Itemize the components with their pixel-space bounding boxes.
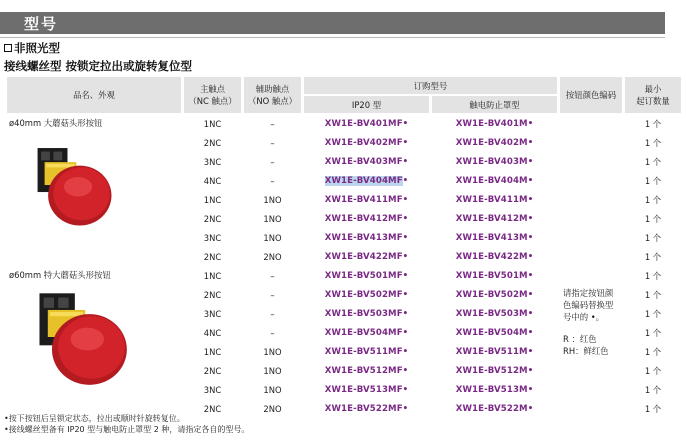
header-divider xyxy=(0,37,665,38)
footer-note-2: •接线螺丝型备有 IP20 型与触电防止罩型 2 种，请指定各自的型号。 xyxy=(4,425,250,434)
header-ip20: IP20 型 xyxy=(304,96,429,113)
red-jumbo-mushroom-head-button-icon xyxy=(27,285,131,389)
ip20-part-number: XW1E-BV513MF• xyxy=(304,381,429,398)
product-group-1 xyxy=(7,267,181,417)
main-contact-cell: 3NC xyxy=(184,153,241,170)
finger-safe-part-number: XW1E-BV504M• xyxy=(432,324,557,341)
finger-safe-part-number: XW1E-BV412M• xyxy=(432,210,557,227)
header-min-qty: 最小 起订数量 xyxy=(625,77,681,113)
finger-safe-part-number: XW1E-BV413M• xyxy=(432,229,557,246)
main-contact-cell: 2NC xyxy=(184,286,241,303)
finger-safe-part-number: XW1E-BV411M• xyxy=(432,191,557,208)
product-image xyxy=(27,285,119,377)
aux-contact-cell: 1NO xyxy=(244,210,301,227)
min-qty-cell: 1 个 xyxy=(625,286,681,303)
ip20-part-number: XW1E-BV504MF• xyxy=(304,324,429,341)
ip20-part-number: XW1E-BV503MF• xyxy=(304,305,429,322)
ip20-part-number: XW1E-BV403MF• xyxy=(304,153,429,170)
min-qty-cell: 1 个 xyxy=(625,324,681,341)
aux-contact-cell: 2NO xyxy=(244,400,301,417)
min-qty-cell: 1 个 xyxy=(625,305,681,322)
ip20-part-number: XW1E-BV411MF• xyxy=(304,191,429,208)
product-group-0 xyxy=(7,115,181,265)
finger-safe-part-number: XW1E-BV522M• xyxy=(432,400,557,417)
footer-notes xyxy=(4,413,249,435)
aux-contact-cell: 1NO xyxy=(244,362,301,379)
aux-contact-cell: 2NO xyxy=(244,248,301,265)
aux-contact-cell: – xyxy=(244,115,301,132)
min-qty-cell: 1 个 xyxy=(625,134,681,151)
product-image xyxy=(27,141,119,233)
product-group-name: ø40mm 大蘑菇头形按钮 xyxy=(9,118,103,128)
type-label: 非照光型 xyxy=(14,41,60,55)
ip20-part-number: XW1E-BV522MF• xyxy=(304,400,429,417)
ip20-part-number: XW1E-BV413MF• xyxy=(304,229,429,246)
color-code-note: 请指定按钮颜 色编码替换型 号中的 •。 R ：红色 RH：鲜红色 xyxy=(560,115,622,417)
ip20-part-number: XW1E-BV511MF• xyxy=(304,343,429,360)
aux-contact-cell: 1NO xyxy=(244,191,301,208)
footer-note-1: •按下按钮后呈锁定状态，拉出或顺时针旋转复位。 xyxy=(4,414,185,423)
aux-contact-cell: – xyxy=(244,134,301,151)
header-color-code: 按钮颜色编码 xyxy=(560,77,622,113)
aux-contact-cell: – xyxy=(244,267,301,284)
main-contact-cell: 1NC xyxy=(184,115,241,132)
finger-safe-part-number: XW1E-BV513M• xyxy=(432,381,557,398)
min-qty-cell: 1 个 xyxy=(625,115,681,132)
main-contact-cell: 1NC xyxy=(184,343,241,360)
main-contact-cell: 2NC xyxy=(184,134,241,151)
finger-safe-part-number: XW1E-BV402M• xyxy=(432,134,557,151)
min-qty-cell: 1 个 xyxy=(625,400,681,417)
main-contact-cell: 3NC xyxy=(184,381,241,398)
min-qty-cell: 1 个 xyxy=(625,248,681,265)
min-qty-cell: 1 个 xyxy=(625,267,681,284)
aux-contact-cell: – xyxy=(244,153,301,170)
ip20-part-number: XW1E-BV422MF• xyxy=(304,248,429,265)
min-qty-cell: 1 个 xyxy=(625,381,681,398)
table-row xyxy=(7,115,681,132)
finger-safe-part-number: XW1E-BV503M• xyxy=(432,305,557,322)
aux-contact-cell: 1NO xyxy=(244,229,301,246)
main-contact-cell: 3NC xyxy=(184,229,241,246)
ip20-part-number: XW1E-BV512MF• xyxy=(304,362,429,379)
main-contact-cell: 3NC xyxy=(184,305,241,322)
main-contact-cell: 1NC xyxy=(184,191,241,208)
main-contact-cell: 2NC xyxy=(184,210,241,227)
ip20-part-number: XW1E-BV501MF• xyxy=(304,267,429,284)
aux-contact-cell: – xyxy=(244,172,301,189)
ip20-part-number: XW1E-BV502MF• xyxy=(304,286,429,303)
header-finger-safe: 触电防止罩型 xyxy=(432,96,557,113)
finger-safe-part-number: XW1E-BV502M• xyxy=(432,286,557,303)
ip20-part-number: XW1E-BV412MF• xyxy=(304,210,429,227)
main-contact-cell: 4NC xyxy=(184,172,241,189)
min-qty-cell: 1 个 xyxy=(625,191,681,208)
min-qty-cell: 1 个 xyxy=(625,210,681,227)
header-order-no: 订购型号 xyxy=(304,77,557,94)
min-qty-cell: 1 个 xyxy=(625,172,681,189)
checkbox-square-icon xyxy=(4,44,12,52)
red-mushroom-head-button-icon xyxy=(27,141,115,229)
product-group-name: ø60mm 特大蘑菇头形按钮 xyxy=(9,270,111,280)
aux-contact-cell: – xyxy=(244,286,301,303)
header-aux-contact: 辅助触点 （NO 触点） xyxy=(244,77,301,113)
main-contact-cell: 4NC xyxy=(184,324,241,341)
aux-contact-cell: 1NO xyxy=(244,381,301,398)
section-header-bar xyxy=(0,12,665,34)
section-title: 型号 xyxy=(24,15,59,33)
aux-contact-cell: 1NO xyxy=(244,343,301,360)
aux-contact-cell: – xyxy=(244,324,301,341)
finger-safe-part-number: XW1E-BV401M• xyxy=(432,115,557,132)
min-qty-cell: 1 个 xyxy=(625,362,681,379)
ip20-part-number: XW1E-BV401MF• xyxy=(304,115,429,132)
header-main-contact: 主触点 （NC 触点） xyxy=(184,77,241,113)
subtitle: 接线螺丝型 按锁定拉出或旋转复位型 xyxy=(4,59,193,73)
aux-contact-cell: – xyxy=(244,305,301,322)
min-qty-cell: 1 个 xyxy=(625,153,681,170)
min-qty-cell: 1 个 xyxy=(625,343,681,360)
model-table xyxy=(4,75,684,419)
main-contact-cell: 1NC xyxy=(184,267,241,284)
main-contact-cell: 2NC xyxy=(184,400,241,417)
ip20-part-number: XW1E-BV404MF• xyxy=(304,172,429,189)
type-heading xyxy=(4,40,60,56)
finger-safe-part-number: XW1E-BV511M• xyxy=(432,343,557,360)
finger-safe-part-number: XW1E-BV512M• xyxy=(432,362,557,379)
header-name: 品名、外观 xyxy=(7,77,181,113)
finger-safe-part-number: XW1E-BV501M• xyxy=(432,267,557,284)
min-qty-cell: 1 个 xyxy=(625,229,681,246)
finger-safe-part-number: XW1E-BV403M• xyxy=(432,153,557,170)
main-contact-cell: 2NC xyxy=(184,248,241,265)
main-contact-cell: 2NC xyxy=(184,362,241,379)
finger-safe-part-number: XW1E-BV422M• xyxy=(432,248,557,265)
ip20-part-number: XW1E-BV402MF• xyxy=(304,134,429,151)
finger-safe-part-number: XW1E-BV404M• xyxy=(432,172,557,189)
